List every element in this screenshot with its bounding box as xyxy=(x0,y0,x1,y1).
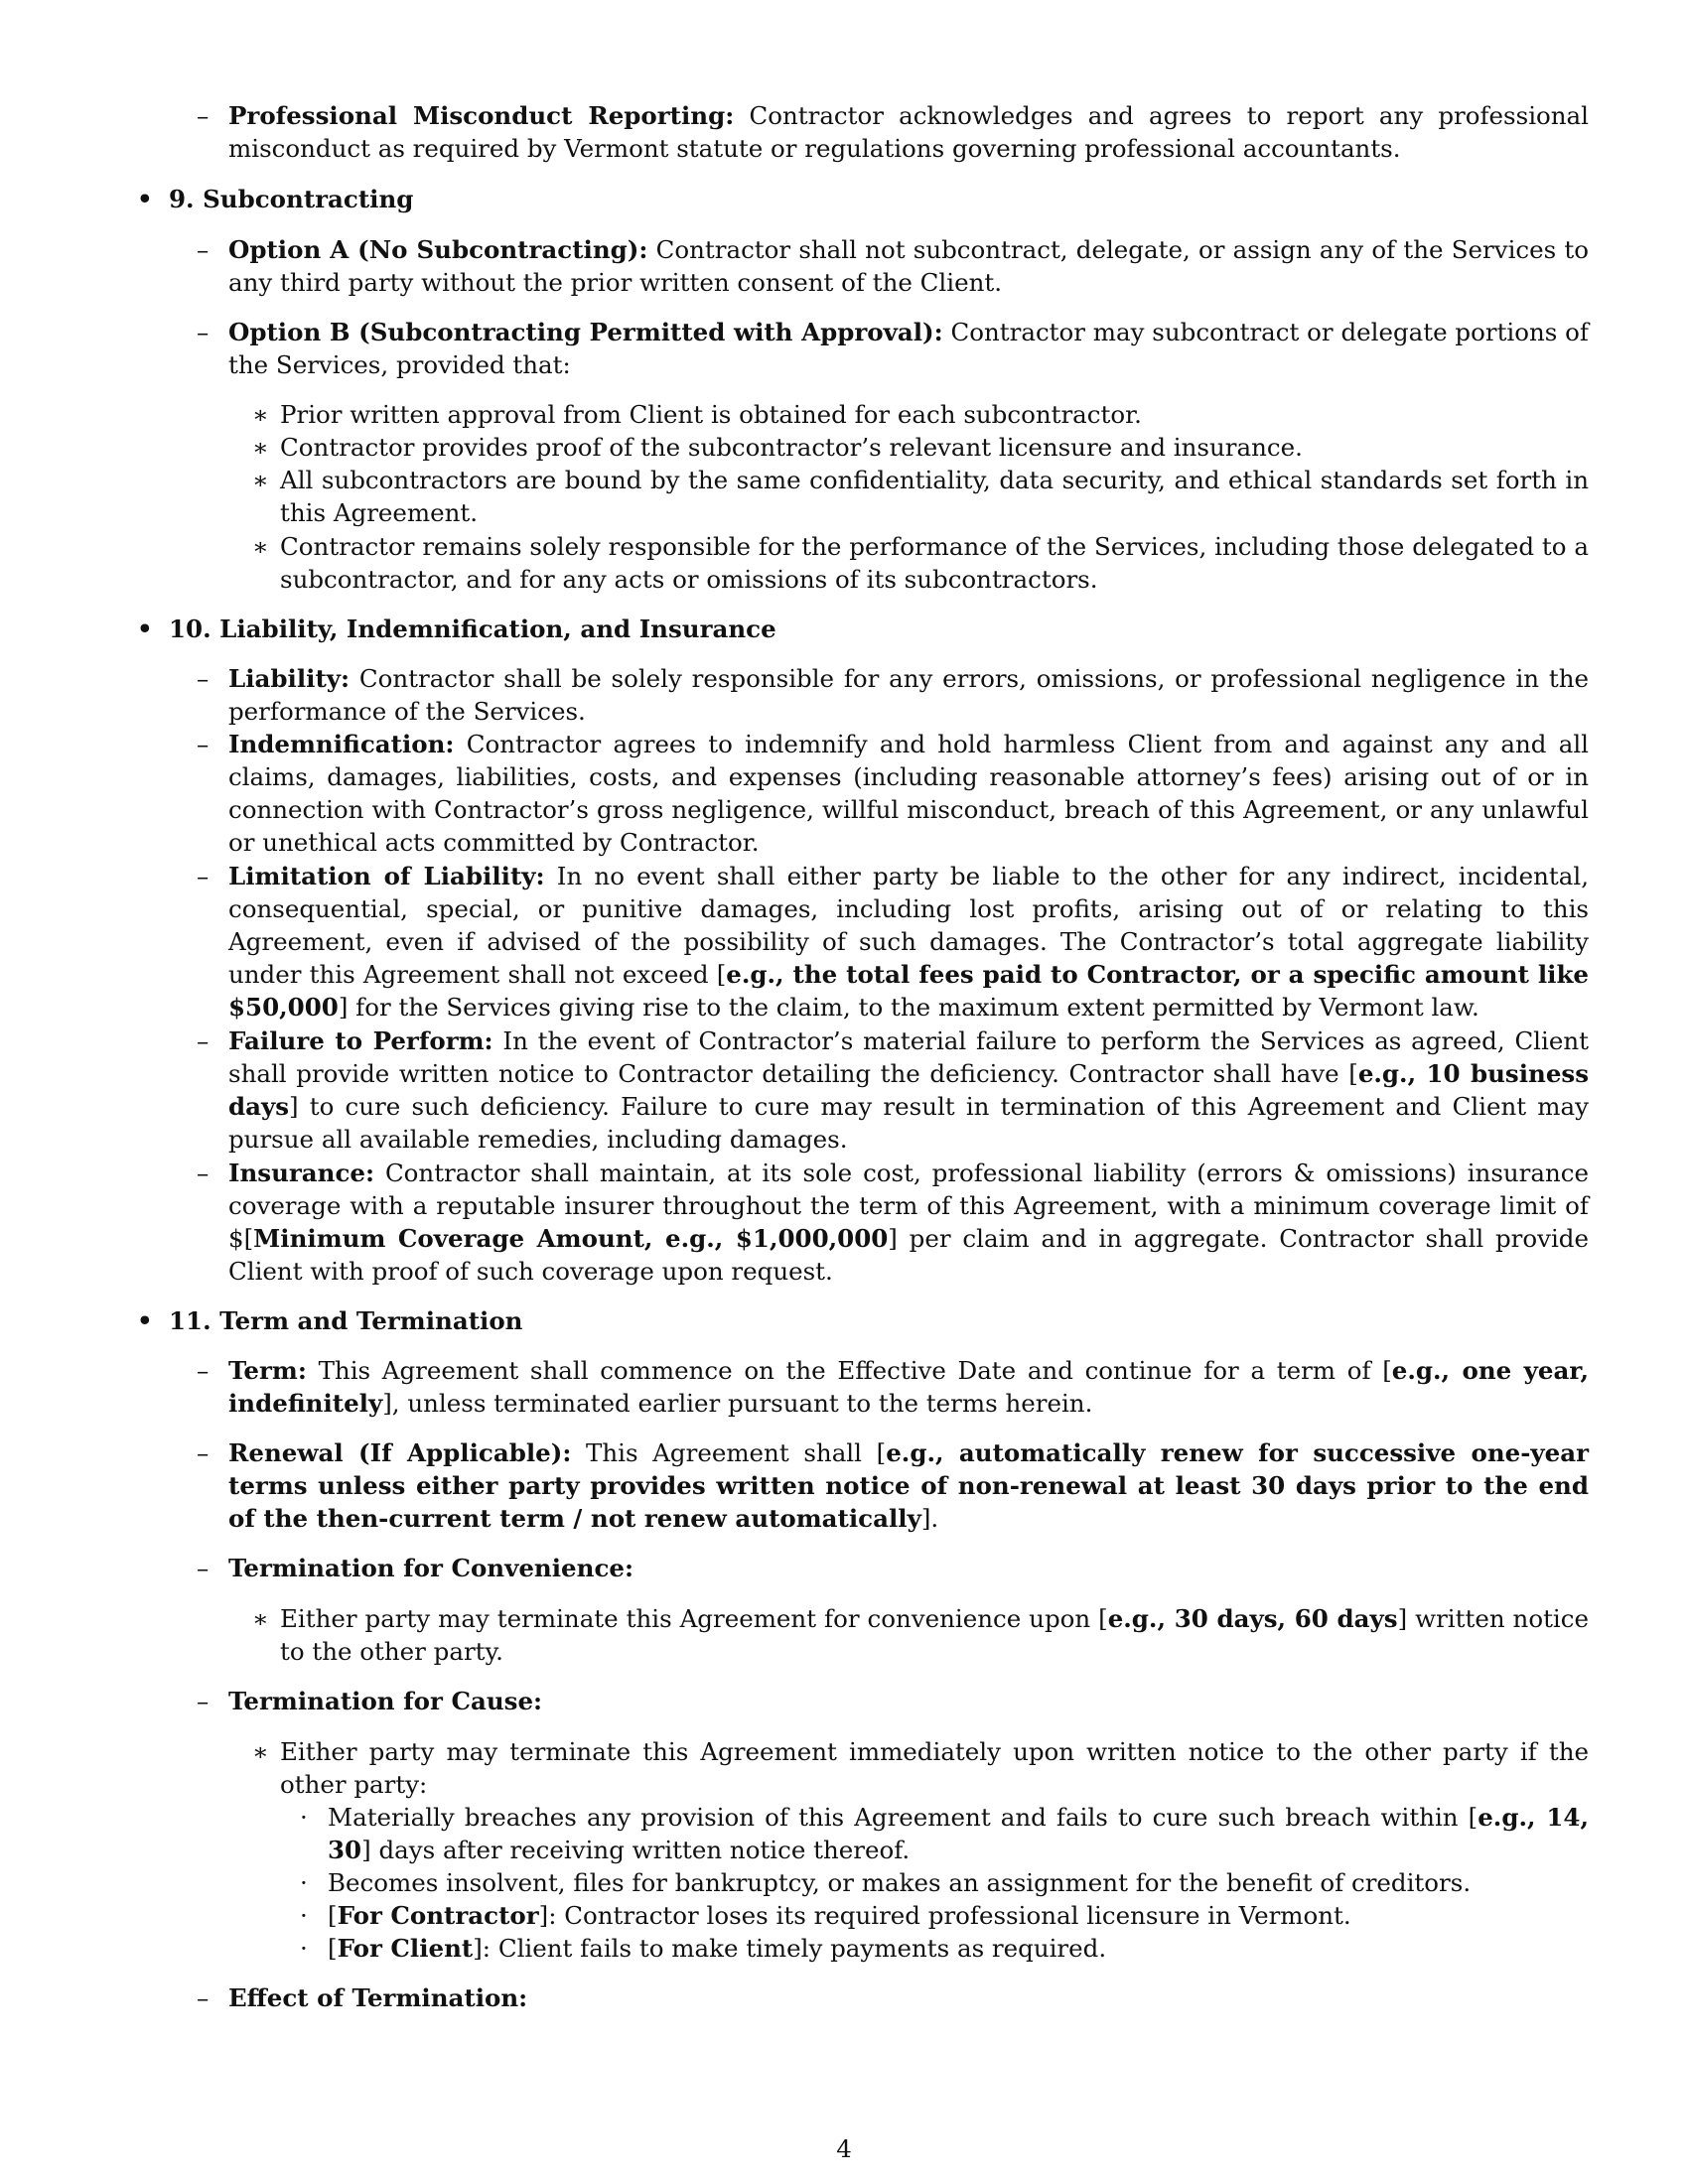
convenience-detail: ∗ Either party may terminate this Agreement for convenience upon [e.g., 30 days, 60 days] written notice to the other party. xyxy=(252,1604,1589,1666)
insurance-item: – Insurance: Contractor shall maintain, at its sole cost, professional liability (errors & omissions) insurance coverage with a reputable insurer throughout the term of this Agreement, with a minimum coverage limit of $[Minimum Coverage Amount, e.g., $1,000,000] per claim and in aggregate. Contractor shall provide Client with proof of such coverage upon request. xyxy=(197,1159,1589,1286)
indemnification-label: Indemnification: xyxy=(228,730,455,758)
misconduct-label: Professional Misconduct Reporting: xyxy=(228,101,735,130)
option-b-label: Option B (Subcontracting Permitted with Approval): xyxy=(228,318,943,346)
effect-label: Effect of Termination: xyxy=(228,1983,528,2012)
cause-condition: · Materially breaches any provision of this Agreement and fails to cure such breach within [e.g., 14, 30] days after receiving written notice thereof. xyxy=(300,1803,1589,1864)
misconduct-text: Contractor acknowledges and agrees to report any professional misconduct as required by Vermont statute or regulations governing professional accountants. xyxy=(228,101,1590,163)
condition-item: ∗ All subcontractors are bound by the same confidentiality, data security, and ethical standards set forth in this Agreement. xyxy=(252,466,1589,527)
document-page: – Professional Misconduct Reporting: Contractor acknowledges and agrees to report any professional misconduct as required by Vermont statute or regulations governing professional accountants. • 9. Subcontracting – Option A (No Subcontracting): Contractor shall not subcontract, delegate, or assign any of the Services to any third party without the prior written consent of the Client. – Option B (Subcontracting Permitted with Approval): Contractor may subcontract or delegate portions of the Services, provided that: ∗ Prior written approval from Client is obtained for each subcontractor. ∗ Contractor provides proof of the subcontractor’s relevant licensure and insurance. ∗ All subcontractors are bound by the same confidentiality, data security, and ethical standards set forth in this Agreement. ∗ Contractor remains solely responsible for the performance of the Services, including those delegated to a subcontractor, and for any acts or omissions of its subcontractors. • 10. Liability, Indemnification, and Insurance – Liability: Contractor shall be solely responsible for any errors, omissions, or professional negligence in the performance of the Services. – Indemnification: Contractor agrees to indemnify and hold harmless Client from and against any and all claims, damages, liabilities, costs, and expenses (including reasonable attorney’s fees) arising out of or in connection with Contractor’s gross negligence, willful misconduct, breach of this Agreement, or any unlawful or unethical acts committed by Contractor. – Limitation of Liability: In no event shall either party be liable to the other for any indirect, incidental, consequential, special, or punitive damages, including lost profits, arising out of or relating to this Agreement, even if advised of the possibility of such damages. The Contractor’s total aggregate liability under this Agreement shall not exceed [e.g., the total fees paid to Contractor, or a specific amount like $50,000] for the Services giving rise to the claim, to the maximum extent permitted by Vermont law. – Failure to Perform: In the event of Contractor’s material failure to perform the Services as agreed, Client shall provide written notice to Contractor detailing the deficiency. Contractor shall have [e.g., 10 business days] to cure such deficiency. Failure to cure may result in termination of this Agreement and Client may pursue all available remedies, including damages. – Insurance: Contractor shall maintain, at its sole cost, professional liability (errors & omissions) insurance coverage with a reputable insurer throughout the term of this Agreement, with a minimum coverage limit of $[Minimum Coverage Amount, e.g., $1,000,000] per claim and in aggregate. Contractor shall provide Client with proof of such coverage upon request. • 11. Term and Termination – Term: This Agreement shall commence on the Effective Date and continue for a term of [e.g., one year, indefinitely], unless terminated earlier pursuant to the terms herein. – Renewal (If Applicable): This Agreement shall [e.g., automatically renew for successive one-year terms unless either party provides written notice of non-renewal at least 30 days prior to the end of the then-current term / not renew automatically]. – Termination for Convenience: ∗ Either party may terminate this Agreement for convenience upon [e.g., 30 days, 60 days] written notice to the other party. – Termination for Cause: ∗ Either party may terminate this Agreement immediately upon written notice to the other party if the other party: · Materially breaches any provision of this Agreement and fails to cure such breach within [e.g., 14, 30] days after receiving written notice thereof. · Becomes insolvent, files for bankruptcy, or makes an assignment for the benefit of creditors. · [For Contractor]: Contractor loses its required professional licensure in Vermont. · [For Client]: Client fails to make timely payments as required. – Effect of Termination: 4 xyxy=(0,0,1688,2184)
option-a-item: – Option A (No Subcontracting): Contractor shall not subcontract, delegate, or assign any of the Services to any third party without the prior written consent of the Client. xyxy=(197,235,1590,297)
indemnification-item: – Indemnification: Contractor agrees to indemnify and hold harmless Client from and against any and all claims, damages, liabilities, costs, and expenses (including reasonable attorney’s fees) arising out of or in connection with Contractor’s gross negligence, willful misconduct, breach of this Agreement, or any unlawful or unethical acts committed by Contractor. xyxy=(197,730,1590,857)
misconduct-item: – Professional Misconduct Reporting: Contractor acknowledges and agrees to report any professional misconduct as required by Vermont statute or regulations governing professional accountants. xyxy=(197,101,1590,163)
option-b-text: Contractor may subcontract or delegate portions of the Services, provided that: xyxy=(228,318,1590,379)
cause-item: – Termination for Cause: xyxy=(197,1687,543,1715)
cause-condition: · [For Client]: Client fails to make timely payments as required. xyxy=(300,1934,1107,1963)
cause-condition: · Becomes insolvent, files for bankruptcy, or makes an assignment for the benefit of creditors. xyxy=(300,1868,1472,1897)
option-a-text: Contractor shall not subcontract, delegate, or assign any of the Services to any third party without the prior written consent of the Client. xyxy=(228,235,1590,297)
cause-condition: · [For Contractor]: Contractor loses its required professional licensure in Vermont. xyxy=(300,1901,1351,1930)
condition-item: ∗ Contractor provides proof of the subcontractor’s relevant licensure and insurance. xyxy=(252,433,1303,462)
cause-detail: ∗ Either party may terminate this Agreement immediately upon written notice to the other party if the other party: xyxy=(252,1737,1589,1799)
effect-item: – Effect of Termination: xyxy=(197,1983,528,2012)
renewal-label: Renewal (If Applicable): xyxy=(228,1438,572,1467)
term-label: Term: xyxy=(228,1356,307,1385)
failure-item: – Failure to Perform: In the event of Contractor’s material failure to perform the Services as agreed, Client shall provide written notice to Contractor detailing the deficiency. Contractor shall have [e.g., 10 business days] to cure such deficiency. Failure to cure may result in termination of this Agreement and Client may pursue all available remedies, including damages. xyxy=(197,1026,1589,1154)
option-a-label: Option A (No Subcontracting): xyxy=(228,235,648,264)
convenience-label: Termination for Convenience: xyxy=(228,1554,634,1582)
renewal-item: – Renewal (If Applicable): This Agreement shall [e.g., automatically renew for successive one-year terms unless either party provides written notice of non-renewal at least 30 days prior to the end of the then-current term / not renew automatically]. xyxy=(197,1438,1589,1533)
term-item: – Term: This Agreement shall commence on the Effective Date and continue for a term of [e.g., one year, indefinitely], unless terminated earlier pursuant to the terms herein. xyxy=(197,1356,1589,1418)
limitation-label: Limitation of Liability: xyxy=(228,862,545,890)
insurance-label: Insurance: xyxy=(228,1159,375,1187)
option-b-item: – Option B (Subcontracting Permitted with Approval): Contractor may subcontract or delegate portions of the Services, provided that: xyxy=(197,318,1590,379)
convenience-item: – Termination for Convenience: xyxy=(197,1554,634,1582)
liability-label: Liability: xyxy=(228,664,351,693)
cause-label: Termination for Cause: xyxy=(228,1687,543,1715)
page-number: 4 xyxy=(836,2134,852,2163)
failure-label: Failure to Perform: xyxy=(228,1026,493,1055)
condition-item: ∗ Contractor remains solely responsible for the performance of the Services, including those delegated to a subcontractor, and for any acts or omissions of its subcontractors. xyxy=(252,532,1589,594)
condition-item: ∗ Prior written approval from Client is obtained for each subcontractor. xyxy=(252,400,1142,429)
limitation-item: – Limitation of Liability: In no event shall either party be liable to the other for any indirect, incidental, consequential, special, or punitive damages, including lost profits, arising out of or relating to this Agreement, even if advised of the possibility of such damages. The Contractor’s total aggregate liability under this Agreement shall not exceed [e.g., the total fees paid to Contractor, or a specific amount like $50,000] for the Services giving rise to the claim, to the maximum extent permitted by Vermont law. xyxy=(197,862,1590,1022)
liability-item: – Liability: Contractor shall be solely responsible for any errors, omissions, or professional negligence in the performance of the Services. xyxy=(197,664,1589,726)
